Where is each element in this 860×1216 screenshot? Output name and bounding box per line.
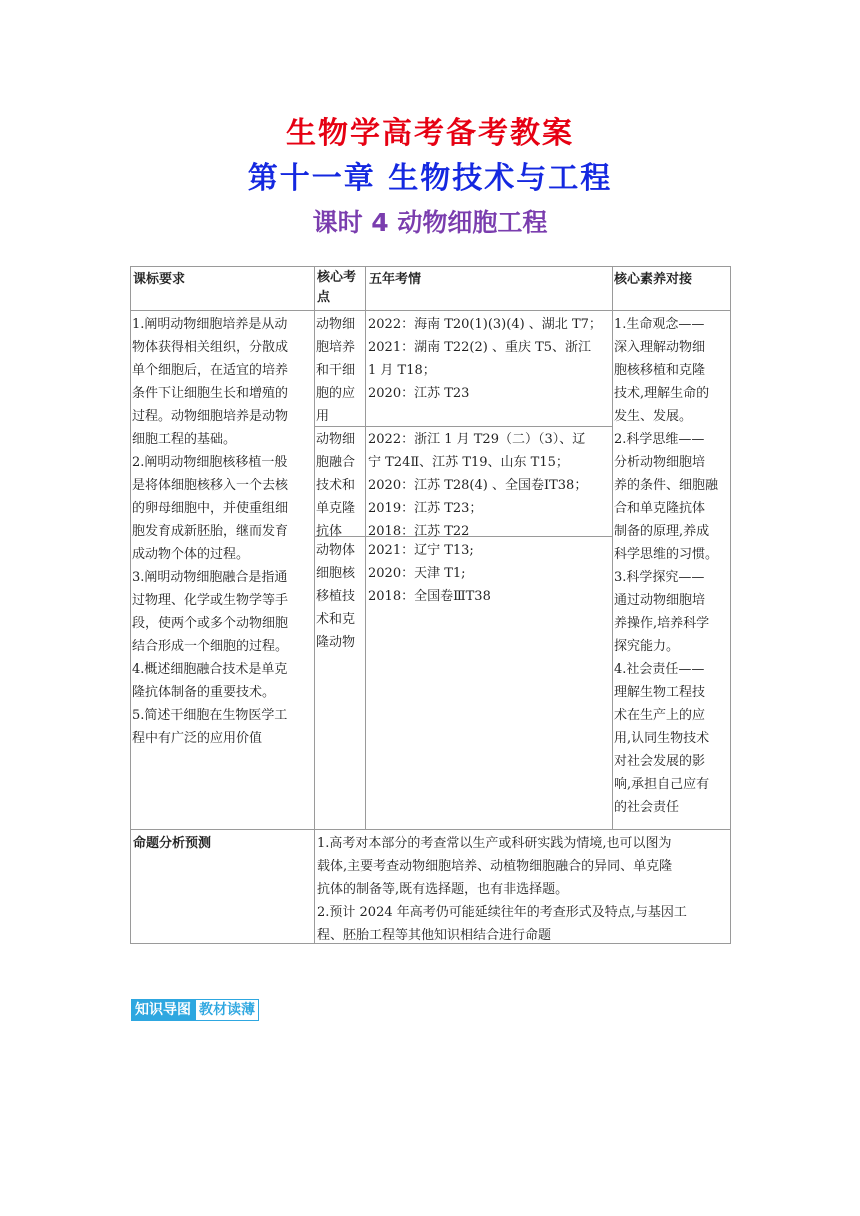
exams-row-3: 2021：辽宁 T13; 2020：天津 T1; 2018：全国卷ⅢT38 [368,543,491,604]
chapter-title: 第十一章 生物技术与工程 [247,161,613,196]
table-border-right [730,266,731,944]
col-divider-2 [365,266,366,829]
curriculum-table [130,266,731,944]
requirements-text: 1.阐明动物细胞培养是从动 物体获得相关组织，分散成 单个细胞后，在适宜的培养 条件下让细胞生长和增殖的 过程。动物细胞培养是动物 细胞工程的基础。 2.阐明动物细胞核移植一般 是将体细胞核移入一个去核 的卵母细胞中，并使重组细 胞发育成新胚胎，继而发育 成动物个体的过程。 3.阐明动物细胞融合是指通 过物理、化学或生物学等手 段，使两个或多个动物细胞 结合形成一个细胞的过程。 4.概述细胞融合技术是单克 隆抗体制备的重要技术。 5.简述干细胞在生物医学工 程中有广泛的应用价值 [132,317,289,746]
analysis-text: 1.高考对本部分的考查常以生产或科研实践为情境,也可以图为 载体,主要考查动物细胞培养、动植物细胞融合的异同、单克隆 抗体的制备等,既有选择题，也有非选择题。 2.预计 2024 年高考仍可能延续往年的考查形式及特点,与基因工 程、胚胎工程等其他知识相结合进行命题 [317,836,687,943]
lesson-title: 课时 4 动物细胞工程 [312,208,548,237]
core-point-1: 动物细 胞培养 和干细 胞的应 用 [316,317,356,424]
header-core-point: 核心考 点 [317,270,357,305]
row-divider-1 [314,426,612,427]
exams-row-1: 2022：海南 T20(1)(3)(4) 、湖北 T7； 2021：湖南 T22(2) 、重庆 T5、浙江 1 月 T18； 2020：江苏 T23 [368,317,602,401]
main-title: 生物学高考备考教案 [286,116,574,151]
table-border-top [130,266,731,267]
core-literacy-text: 1.生命观念—— 深入理解动物细 胞核移植和克隆 技术,理解生命的 发生、发展。 2.科学思维—— 分析动物细胞培 养的条件、细胞融 合和单克隆抗体 制备的原理,养成 科学思维的习惯。 3.科学探究—— 通过动物细胞培 养操作,培养科学 探究能力。 4.社会责任—— 理解生物工程技 术在生产上的应 用,认同生物技术 对社会发展的影 响,承担自己应有 的社会责任 [614,317,719,815]
header-five-year-exams: 五年考情 [369,272,422,287]
exams-row-2: 2022：浙江 1 月 T29（二）（3）、辽 宁 T24Ⅱ、江苏 T19、山东 T15； 2020：江苏 T28(4) 、全国卷ⅠT38； 2019：江苏 T23； 2018：江苏 T22 [368,432,588,539]
core-point-3: 动物体 细胞核 移植技 术和克 隆动物 [316,543,356,650]
col-divider-1 [314,266,315,944]
core-point-2: 动物细 胞融合 技术和 单克隆 抗体 [316,432,356,539]
analysis-divider [130,829,731,830]
header-core-literacy: 核心素养对接 [614,272,693,287]
badge-textbook-reading: 教材读薄 [195,999,259,1021]
table-border-left [130,266,131,944]
col-divider-3 [612,266,613,829]
section-badge [131,999,259,1021]
header-requirements: 课标要求 [133,272,186,287]
analysis-label: 命题分析预测 [133,836,212,851]
badge-knowledge-map: 知识导图 [131,999,195,1021]
table-header-divider [130,310,731,311]
